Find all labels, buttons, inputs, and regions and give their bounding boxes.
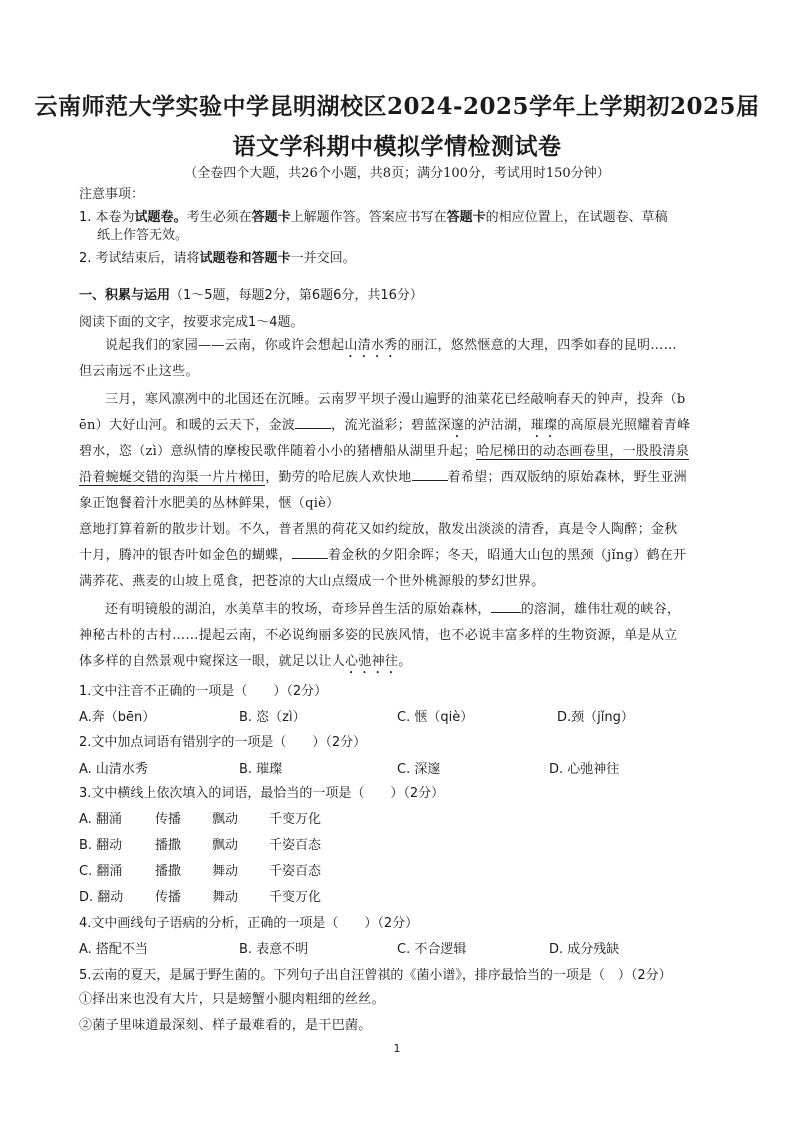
notice2-text-a: 2. 考试结束后，请将 bbox=[79, 251, 200, 266]
section-1-title: 一、积累与运用 bbox=[79, 288, 171, 303]
q1-option-a[interactable]: A.奔（bēn） bbox=[79, 710, 156, 725]
p1-text-a: 说起我们的家园——云南，你或许会想起 bbox=[105, 338, 345, 353]
underlined-sentence-part1: 哈尼梯田的动态画卷里，一股股清泉 bbox=[476, 444, 690, 459]
notice1-text-c: 考生必须在 bbox=[186, 210, 252, 225]
q2-option-b[interactable]: B. 璀璨 bbox=[239, 762, 283, 777]
exam-subtitle: （全卷四个大题，共26个小题，共8页；满分100分，考试用时150分钟） bbox=[184, 166, 610, 181]
underlined-sentence-part2: 沿着蜿蜒交错的沟渠一片片梯田 bbox=[79, 470, 266, 485]
q3-a-word2: 传播 bbox=[155, 812, 182, 827]
q3-c-word1: C. 翻涌 bbox=[79, 864, 123, 879]
exam-title-line2: 语文学科期中模拟学情检测试卷 bbox=[232, 133, 562, 160]
p2-text-c: 的泸沽湖， bbox=[464, 418, 531, 433]
notice-title: 注意事项： bbox=[79, 187, 145, 202]
p4-text-a2: 体多样的自然景观中窥探这一眼，就足以让人 bbox=[79, 654, 346, 669]
q3-d-word2: 传播 bbox=[155, 890, 182, 905]
p1-dotted-word: 山清水秀 bbox=[344, 338, 398, 353]
q1-option-b[interactable]: B. 恣（zì） bbox=[239, 710, 306, 725]
q3-c-word4: 千姿百态 bbox=[269, 864, 322, 879]
fill-blank-1 bbox=[295, 414, 331, 429]
q5-item-2: ②菌子里味道最深刻、样子最难看的，是干巴菌。 bbox=[79, 1018, 372, 1033]
notice1-text-a: 1. 本卷为 bbox=[79, 210, 135, 225]
q3-c-word2: 播撒 bbox=[155, 864, 182, 879]
section-1-note: （1～5题，每题2分，第6题6分，共16分） bbox=[170, 288, 423, 303]
question-3-stem: 3.文中横线上依次填入的词语，最恰当的一项是（ ）（2分） bbox=[79, 786, 445, 801]
passage-p3-line3: 满荞花、燕麦的山坡上觅食，把苍凉的大山点缀成一个世外桃源般的梦幻世界。 bbox=[79, 574, 545, 589]
notice-item-2 bbox=[79, 247, 356, 266]
notice1-bold-d: 答题卡 bbox=[251, 210, 291, 225]
p2-text-b: ，流光溢彩；碧蓝深 bbox=[331, 418, 451, 433]
p2-text-e: 碧水，恣（zì）意纵情的摩梭民歌伴随着小小的猪槽船从湖里升起； bbox=[79, 444, 477, 459]
notice1-bold-b: 试题卷。 bbox=[134, 210, 187, 225]
q3-b-word4: 千姿百态 bbox=[269, 838, 322, 853]
q3-b-word2: 播撒 bbox=[155, 838, 182, 853]
notice1-text-e: 上解题作答。答案应书写在 bbox=[290, 210, 447, 225]
q2-option-d[interactable]: D. 心弛神往 bbox=[549, 762, 620, 777]
q4-option-b[interactable]: B. 表意不明 bbox=[239, 942, 309, 957]
p2-text-f: ，勤劳的哈尼族人欢快地 bbox=[265, 470, 412, 485]
q3-c-word3: 舞动 bbox=[212, 864, 239, 879]
q3-d-word1: D. 翻动 bbox=[79, 890, 124, 905]
page-number: 1 bbox=[393, 1042, 401, 1055]
p3-text-a: 十月，腾冲的银杏叶如金色的蝴蝶， bbox=[79, 548, 292, 563]
p4-dotted-word: 心弛神往 bbox=[345, 654, 399, 669]
question-4-stem: 4.文中画线句子语病的分析，正确的一项是（ ）（2分） bbox=[79, 916, 419, 931]
p1-text-b: 的丽江，悠然惬意的大理，四季如春的昆明…… bbox=[397, 338, 677, 353]
q3-b-word1: B. 翻动 bbox=[79, 838, 123, 853]
q3-d-word4: 千变万化 bbox=[269, 890, 322, 905]
fill-blank-2 bbox=[412, 466, 448, 481]
notice2-text-c: 一并交回。 bbox=[290, 251, 356, 266]
p2-dotted-word-2: 璀璨 bbox=[530, 418, 558, 433]
q3-a-word3: 飘动 bbox=[212, 812, 239, 827]
q4-option-c[interactable]: C. 不合逻辑 bbox=[397, 942, 467, 957]
passage-p3-line2 bbox=[79, 543, 715, 569]
notice2-bold-b: 试题卷和答题卡 bbox=[199, 251, 291, 266]
q5-item-1: ①择出来也没有大片，只是螃蟹小腿肉粗细的丝丝。 bbox=[79, 992, 385, 1007]
p4-text-a: 还有明镜般的湖泊，水美草丰的牧场，奇珍异兽生活的原始森林， bbox=[105, 602, 491, 617]
p4-text-b2: 。 bbox=[398, 654, 412, 669]
passage-p2-line4 bbox=[79, 465, 715, 491]
q4-option-a[interactable]: A. 搭配不当 bbox=[79, 942, 148, 957]
passage-p2-line2 bbox=[79, 413, 715, 441]
p2-dotted-word: 邃 bbox=[450, 418, 465, 433]
reading-instruction: 阅读下面的文字，按要求完成1～4题。 bbox=[79, 315, 304, 330]
passage-p1-line1 bbox=[79, 333, 715, 361]
fill-blank-4 bbox=[491, 598, 521, 613]
q2-option-a[interactable]: A. 山清水秀 bbox=[79, 762, 148, 777]
passage-p2-line3 bbox=[79, 439, 715, 465]
section-1-header bbox=[79, 284, 423, 303]
p4-text-b: 的溶洞，雄伟壮观的峡谷， bbox=[520, 602, 681, 617]
p3-text-b: 着金秋的夕阳余晖；冬天，昭通大山包的黑颈（jǐng）鹤在开 bbox=[327, 548, 687, 563]
passage-p3-line1: 意地打算着新的散步计划。不久，普者黑的荷花又如约绽放，散发出淡淡的清香，真是令人陶醉；金秋 bbox=[79, 522, 678, 537]
passage-p2-line5: 象正饱餐着汁水肥美的丛林鲜果，惬（qiè） bbox=[79, 496, 340, 511]
q4-option-d[interactable]: D. 成分残缺 bbox=[549, 942, 620, 957]
notice1-bold-f: 答题卡 bbox=[446, 210, 486, 225]
q2-option-c[interactable]: C. 深邃 bbox=[397, 762, 441, 777]
passage-p4-line3 bbox=[79, 649, 715, 677]
passage-p4-line1 bbox=[79, 597, 715, 623]
p2-text-d: 的高原晨光照耀着青峰 bbox=[557, 418, 691, 433]
notice1-text-g: 的相应位置上，在试题卷、草稿 bbox=[485, 210, 668, 225]
p2-text-g: 着希望；西双版纳的原始森林，野生亚洲 bbox=[447, 470, 687, 485]
question-2-stem: 2.文中加点词语有错别字的一项是（ ）（2分） bbox=[79, 735, 367, 750]
passage-p1-line2: 但云南远不止这些。 bbox=[79, 364, 199, 379]
q3-b-word3: 飘动 bbox=[212, 838, 239, 853]
question-1-stem: 1.文中注音不正确的一项是（ ）（2分） bbox=[79, 684, 328, 699]
passage-p4-line2: 神秘古朴的古村……提起云南，不必说绚丽多姿的民族风情，也不必说丰富多样的生物资源，单是从立 bbox=[79, 628, 678, 643]
q1-option-d[interactable]: D.颈（jǐng） bbox=[557, 710, 634, 725]
fill-blank-3 bbox=[292, 544, 328, 559]
q1-option-c[interactable]: C. 惬（qiè） bbox=[397, 710, 474, 725]
passage-p2-line1: 三月，寒风凛冽中的北国还在沉睡。云南罗平坝子漫山遍野的油菜花已经敲响春天的钟声，投奔（b bbox=[105, 392, 686, 407]
question-5-stem: 5.云南的夏天，是属于野生菌的。下列句子出自汪曾祺的《菌小谱》，排序最恰当的一项是（ ）（2分） bbox=[79, 968, 672, 983]
q3-d-word3: 舞动 bbox=[212, 890, 239, 905]
q3-a-word4: 千变万化 bbox=[269, 812, 322, 827]
q3-a-word1: A. 翻涌 bbox=[79, 812, 122, 827]
p2-text-a: ēn）大好山河。和暖的云天下，金波 bbox=[79, 418, 296, 433]
notice-item-1 bbox=[79, 206, 668, 225]
notice-item-1-cont: 纸上作答无效。 bbox=[97, 228, 189, 243]
exam-title-line1: 云南师范大学实验中学昆明湖校区2024-2025学年上学期初2025届 bbox=[34, 93, 760, 120]
